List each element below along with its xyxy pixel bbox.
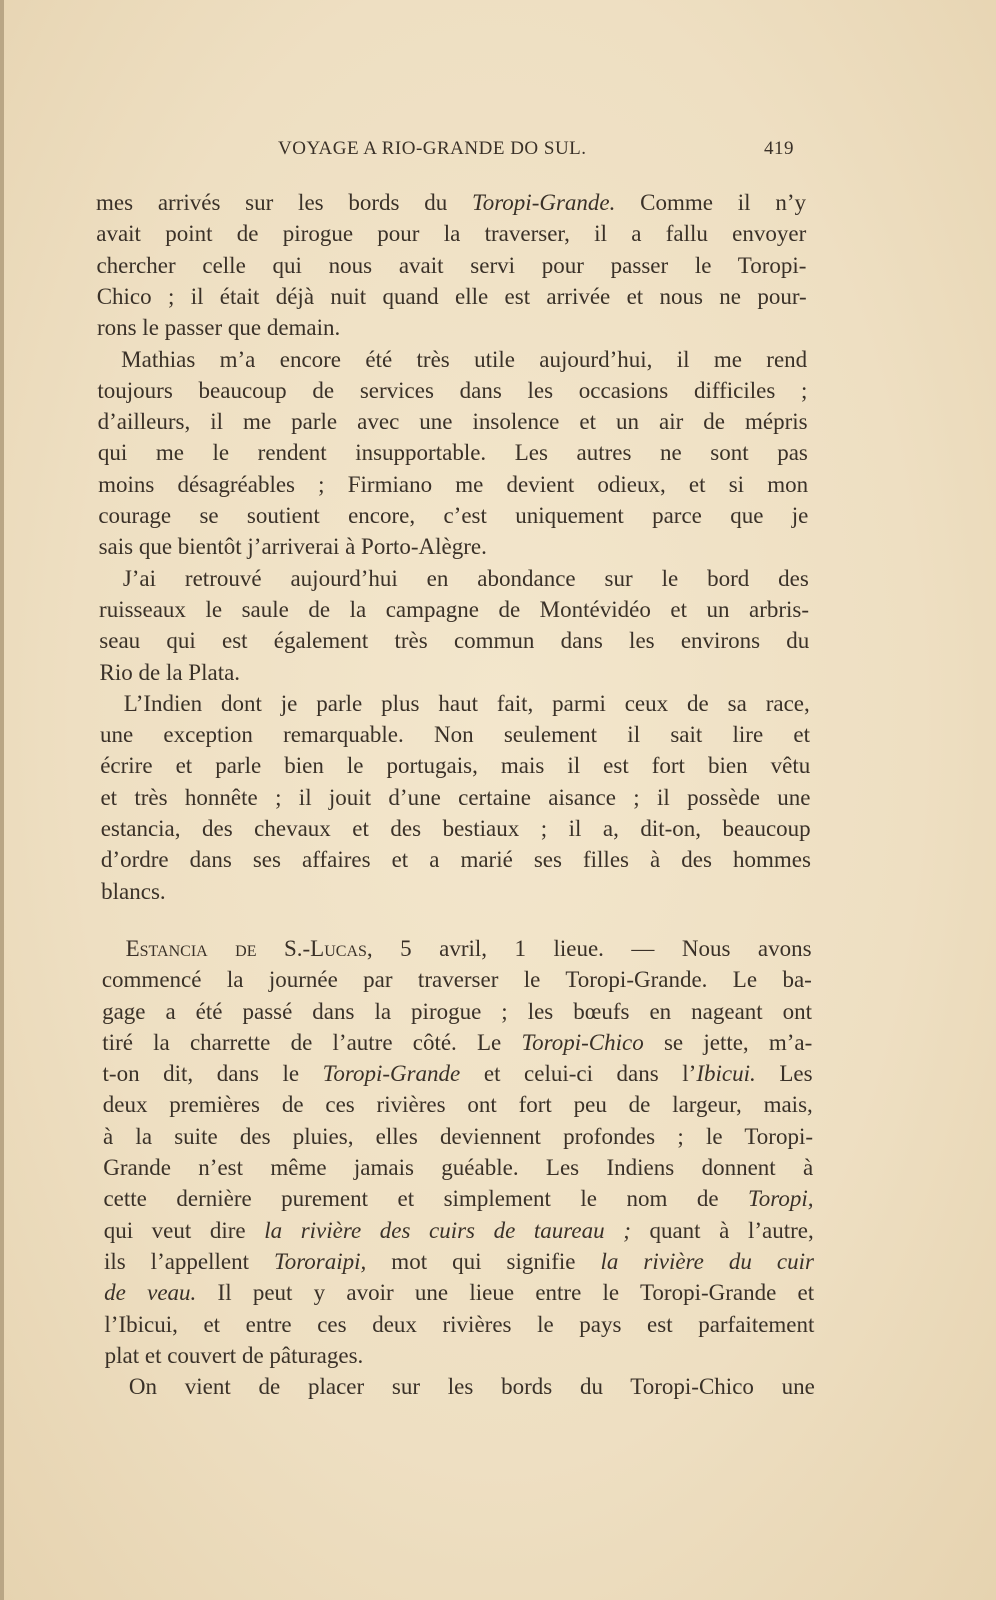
text-segment: l’Ibicui, et entre ces deux rivières le pays est parfaitement [104, 1311, 815, 1337]
text-line [129, 1372, 815, 1402]
running-header [0, 138, 996, 168]
italic-text: la rivière des cuirs de taureau ; [264, 1217, 631, 1243]
text-segment: ruisseaux le saule de la campagne de Montévidéo et un arbris- [99, 596, 810, 622]
italic-text: Toropi-Grande [322, 1061, 461, 1087]
text-segment: Grande n’est même jamais guéable. Les Indiens donnent à [103, 1155, 814, 1180]
text-segment: mes arrivés sur les bords du [96, 190, 473, 215]
text-segment: Mathias m’a encore été très utile aujourd’hui, il me rend [121, 346, 808, 372]
text-segment: toujours beaucoup de services dans les occasions difficiles ; [97, 377, 808, 403]
running-title: VOYAGE A RIO-GRANDE DO SUL. [278, 138, 587, 159]
italic-text: la rivière du cuir [600, 1248, 814, 1274]
text-line [101, 877, 811, 907]
text-segment: avait point de pirogue pour la traverser, il a fallu envoyer [96, 221, 807, 247]
text-segment: Rio de la Plata. [99, 659, 241, 685]
text-segment: sais que bientôt j’arriverai à Porto-Alègre. [98, 534, 487, 560]
text-line [97, 376, 807, 406]
text-segment: qui me le rendent insupportable. Les autres ne sont pas [97, 440, 808, 466]
text-segment: estancia, des chevaux et des bestiaux ; il a, dit-on, beaucoup [100, 816, 811, 841]
text-segment: ils l’appellent [103, 1248, 275, 1274]
italic-text: de veau. [104, 1280, 197, 1306]
page-number: 419 [764, 138, 794, 159]
text-line [105, 1341, 815, 1371]
text-line [102, 965, 812, 995]
text-segment: L’Indien dont je parle plus haut fait, parmi ceux de sa race, [123, 690, 810, 716]
text-line [104, 1310, 814, 1340]
text-line [99, 595, 809, 625]
text-segment: On vient de placer sur les bords du Toropi-Chico une [128, 1374, 815, 1400]
text-segment: et très honnête ; il jouit d’une certaine aisance ; il possède une [100, 784, 811, 810]
text-segment: t-on dit, dans le [102, 1061, 323, 1087]
italic-text: Tororaipi, [274, 1248, 367, 1274]
text-segment: une exception remarquable. Non seulement il sait lire et [99, 722, 810, 748]
text-line [121, 345, 807, 375]
text-line [100, 751, 810, 781]
text-segment: rons le passer que demain. [96, 315, 341, 341]
text-line [103, 1059, 813, 1089]
text-segment: à la suite des pluies, elles deviennent profondes ; le Toropi- [103, 1123, 813, 1149]
text-line [102, 997, 812, 1027]
text-line [99, 532, 809, 562]
text-segment: Il peut y avoir une lieue entre le Toropi-Grande et [196, 1280, 815, 1306]
small-caps-heading: Estancia de S.-Lucas [125, 935, 367, 961]
text-line [104, 1216, 814, 1246]
text-segment: Comme il n’y [615, 190, 806, 215]
text-line [98, 501, 808, 531]
text-line [104, 1278, 814, 1308]
text-line [96, 251, 806, 281]
page-edge [0, 0, 4, 1600]
text-line [99, 626, 809, 656]
text-segment: gage a été passé dans la pirogue ; les bœufs en nageant ont [102, 998, 813, 1024]
italic-text: Ibicui. [696, 1061, 756, 1087]
text-line [98, 438, 808, 468]
text-line [97, 313, 807, 343]
text-segment: se jette, m’a- [643, 1029, 813, 1055]
text-segment: Les [755, 1061, 813, 1087]
text-segment: blancs. [101, 878, 166, 904]
text-segment: moins désagréables ; Firmiano me devient odieux, et si mon [98, 471, 809, 497]
italic-text: Toropi-Chico [521, 1029, 644, 1055]
text-line [126, 934, 812, 964]
text-line [96, 188, 806, 218]
text-segment: qui veut dire [103, 1217, 265, 1243]
text-line [101, 814, 811, 844]
text-line [97, 282, 807, 312]
text-line [104, 1247, 814, 1277]
text-line [98, 407, 808, 437]
text-line [100, 720, 810, 750]
text-line [123, 564, 809, 594]
text-segment: , 5 avril, 1 lieue. — Nous avons [366, 935, 812, 961]
text-line [103, 1122, 813, 1152]
italic-text: Toropi-Grande. [472, 190, 616, 215]
text-line [103, 1090, 813, 1120]
text-segment: et celui-ci dans l’ [460, 1061, 697, 1087]
text-segment: commencé la journée par traverser le Toropi-Grande. Le ba- [101, 967, 812, 993]
text-line [96, 219, 806, 249]
text-segment: Chico ; il était déjà nuit quand elle est arrivée et nous ne pour- [96, 283, 807, 309]
text-segment: cette dernière purement et simplement le nom de [103, 1186, 749, 1212]
text-segment: écrire et parle bien le portugais, mais il est fort bien vêtu [100, 753, 811, 779]
text-segment: deux premières de ces rivières ont fort peu de largeur, mais, [102, 1092, 813, 1118]
text-line [101, 845, 811, 875]
text-line [103, 1184, 813, 1214]
text-segment: courage se soutient encore, c’est uniquement parce que je [98, 503, 809, 528]
text-segment: quant à l’autre, [630, 1217, 814, 1243]
text-segment: d’ordre dans ses affaires et a marié ses filles à des hommes [100, 847, 811, 873]
text-line [124, 689, 810, 719]
text-line [100, 658, 810, 688]
text-line [103, 1153, 813, 1183]
text-segment: mot qui signifie [366, 1248, 601, 1274]
text-segment: d’ailleurs, il me parle avec une insolence et un air de mépris [97, 409, 808, 435]
text-line [98, 470, 808, 500]
text-segment: plat et couvert de pâturages. [104, 1342, 364, 1368]
text-line [100, 783, 810, 813]
italic-text: Toropi, [748, 1186, 814, 1212]
text-segment: tiré la charrette de l’autre côté. Le [102, 1029, 522, 1055]
text-segment: J’ai retrouvé aujourd’hui en abondance sur le bord des [122, 565, 809, 591]
text-line [102, 1028, 812, 1058]
text-segment: chercher celle qui nous avait servi pour passer le Toropi- [96, 252, 807, 278]
text-segment: seau qui est également très commun dans les environs du [99, 628, 810, 654]
